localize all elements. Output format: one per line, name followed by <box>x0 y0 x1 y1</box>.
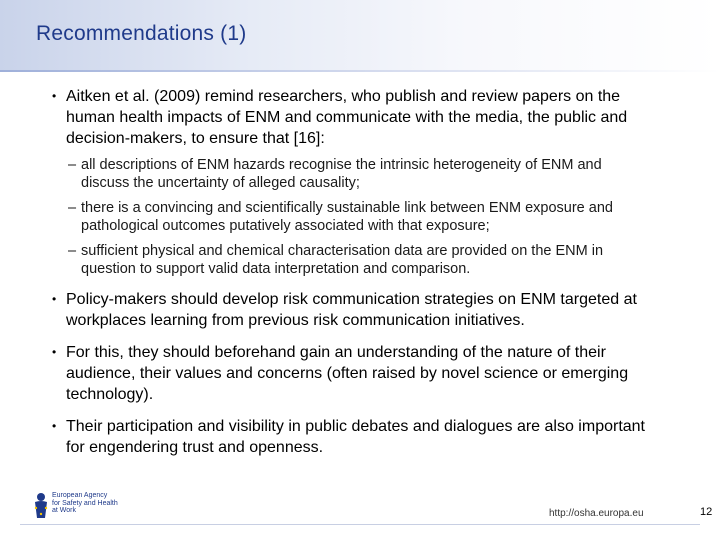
sub-bullet-text: there is a convincing and scientifically sustainable link between ENM exposure and pathological outcomes putatively associated with that exposure; <box>81 200 613 234</box>
page-number: 12 <box>700 506 713 518</box>
bullet-2 <box>52 289 652 331</box>
bullet-1 <box>52 86 652 149</box>
bullet-3 <box>52 342 652 405</box>
title-rule <box>0 70 720 72</box>
footer-divider <box>20 524 700 525</box>
bullet-text: Aitken et al. (2009) remind researchers, who publish and review papers on the human health impacts of ENM and communicate with the media, the public and decision-makers, to ensure that [16]: <box>66 88 628 147</box>
sub-dash: – <box>68 157 77 173</box>
logo-line: for Safety and Health <box>52 499 118 507</box>
bullet-text: Policy-makers should develop risk communication strategies on ENM targeted at workplaces learning from previous risk communication initiatives. <box>66 291 637 329</box>
sub-bullet-text: all descriptions of ENM hazards recognise the intrinsic heterogeneity of ENM and discuss the uncertainty of alleged causality; <box>81 157 602 191</box>
sub-bullet-1 <box>52 156 652 192</box>
bullet-dot: • <box>52 89 57 103</box>
logo-text <box>52 492 118 515</box>
bullet-text: Their participation and visibility in public debates and dialogues are also important for engendering trust and openness. <box>66 418 645 456</box>
sub-bullet-text: sufficient physical and chemical characterisation data are provided on the ENM in question to support valid data interpretation and comparison. <box>81 243 604 277</box>
logo-line: at Work <box>52 507 76 514</box>
bullet-text: For this, they should beforehand gain an understanding of the nature of their audience, their values and concerns (often raised by novel science or emerging technology). <box>66 344 629 403</box>
bullet-dot: • <box>52 345 57 359</box>
slide-title: Recommendations (1) <box>36 22 247 45</box>
bullet-dot: • <box>52 292 57 306</box>
bullet-dot: • <box>52 419 57 433</box>
slide-content <box>52 86 652 458</box>
eu-osha-logo <box>32 492 122 522</box>
sub-dash: – <box>68 200 77 216</box>
logo-mark-icon <box>32 492 50 520</box>
sub-dash: – <box>68 243 77 259</box>
bullet-4 <box>52 416 652 458</box>
footer-url[interactable]: http://osha.europa.eu <box>549 508 644 519</box>
sub-bullet-3 <box>52 242 652 278</box>
logo-line: European Agency <box>52 492 108 499</box>
sub-bullet-2 <box>52 199 652 235</box>
